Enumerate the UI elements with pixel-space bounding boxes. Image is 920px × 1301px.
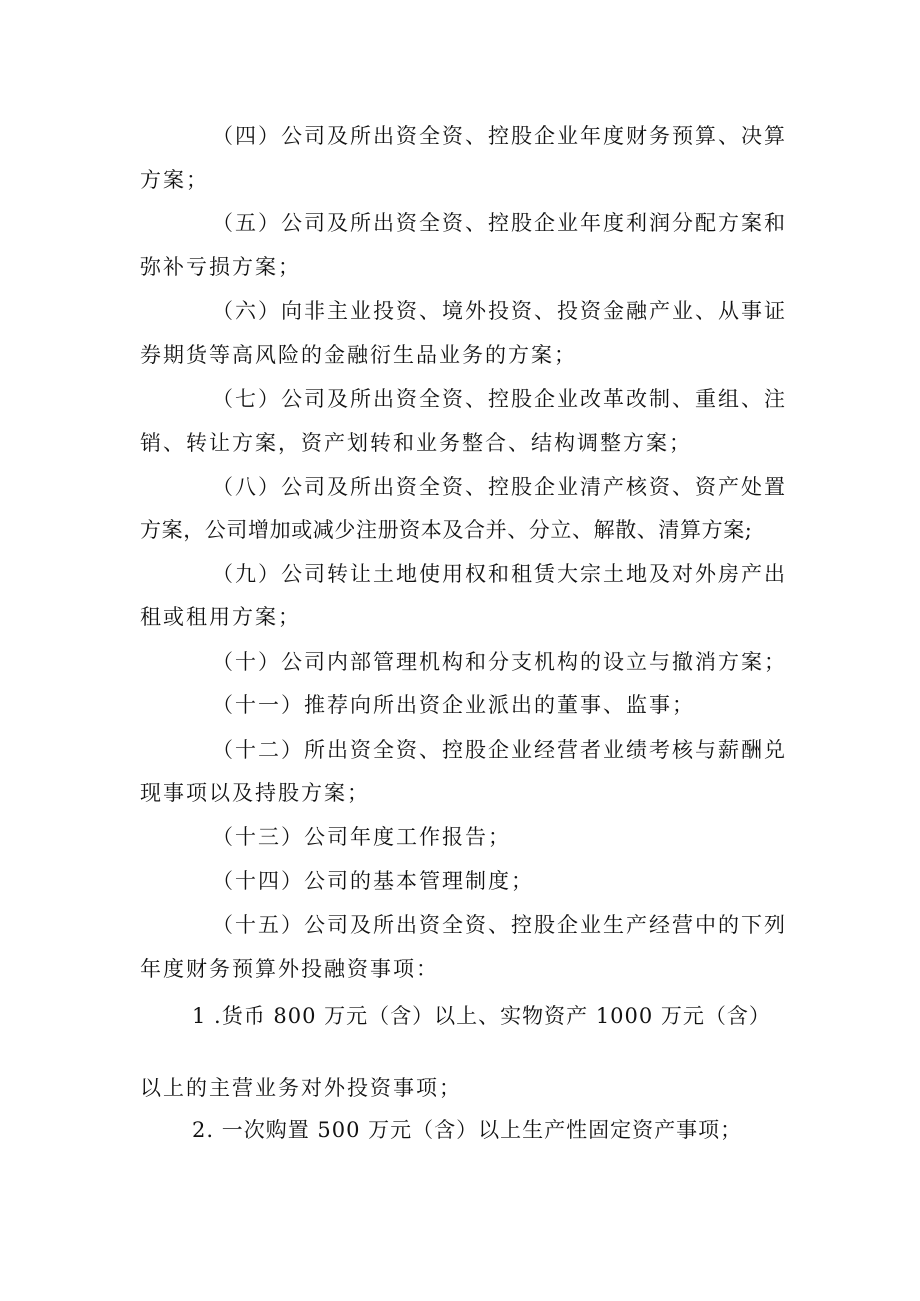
paragraph-4-line-2: 方案； — [140, 168, 209, 192]
paragraph-13: （十三）公司年度工作报告； — [212, 825, 511, 849]
paragraph-5-line-1: （五）公司及所出资全资、控股企业年度利润分配方案和 — [212, 211, 787, 235]
paragraph-6-line-1: （六）向非主业投资、境外投资、投资金融产业、从事证 — [212, 299, 787, 323]
paragraph-12-line-2: 现事项以及持股方案； — [140, 781, 370, 805]
paragraph-5-line-2: 弥补亏损方案； — [140, 255, 301, 279]
paragraph-12-line-1: （十二）所出资全资、控股企业经营者业绩考核与薪酬兑 — [212, 738, 787, 762]
paragraph-9-line-2: 租或租用方案； — [140, 605, 301, 629]
paragraph-15-line-1: （十五）公司及所出资全资、控股企业生产经营中的下列 — [212, 913, 787, 937]
paragraph-9-line-1: （九）公司转让土地使用权和租赁大宗土地及对外房产出 — [212, 562, 787, 586]
paragraph-7-line-2: 销、转让方案，资产划转和业务整合、结构调整方案； — [140, 431, 692, 455]
paragraph-4-line-1: （四）公司及所出资全资、控股企业年度财务预算、决算 — [212, 124, 787, 148]
paragraph-15-line-2: 年度财务预算外投融资事项： — [140, 957, 439, 981]
paragraph-14: （十四）公司的基本管理制度； — [212, 869, 534, 893]
paragraph-8-line-2: 方案，公司增加或减少注册资本及合并、分立、解散、清算方案; — [140, 518, 753, 542]
item-1-line-1: 1 .货币 800 万元（含）以上、实物资产 1000 万元（含） — [192, 1004, 771, 1028]
item-2: 2. 一次购置 500 万元（含）以上生产性固定资产事项； — [192, 1118, 743, 1142]
paragraph-11: （十一）推荐向所出资企业派出的董事、监事； — [212, 693, 695, 717]
item-1-line-2: 以上的主营业务对外投资事项； — [140, 1076, 462, 1100]
paragraph-7-line-1: （七）公司及所出资全资、控股企业改革改制、重组、注 — [212, 387, 787, 411]
paragraph-8-line-1: （八）公司及所出资全资、控股企业清产核资、资产处置 — [212, 475, 787, 499]
paragraph-10: （十）公司内部管理机构和分支机构的设立与撤消方案； — [212, 650, 787, 674]
paragraph-6-line-2: 券期货等高风险的金融衍生品业务的方案； — [140, 343, 577, 367]
